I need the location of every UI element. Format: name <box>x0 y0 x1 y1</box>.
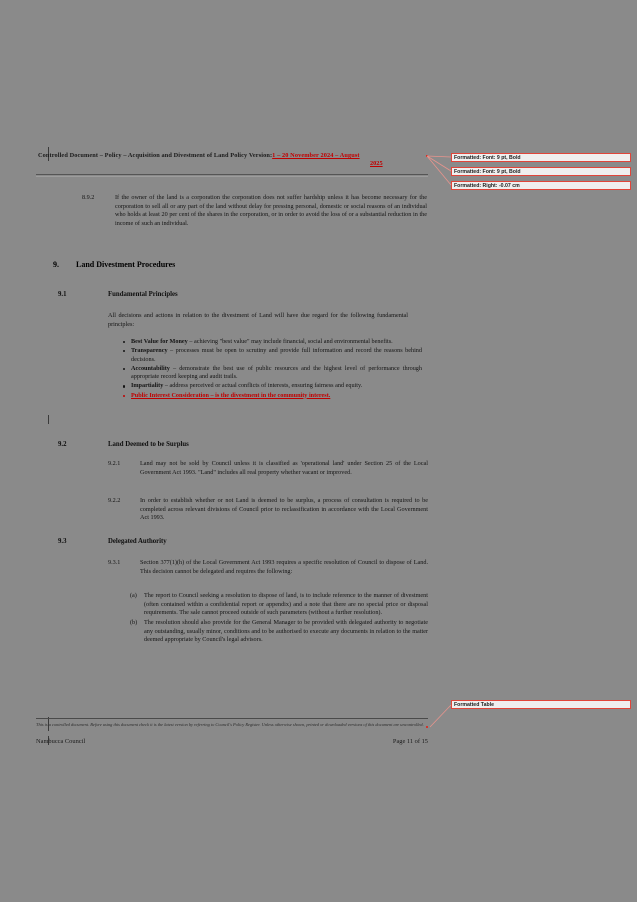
principle-term: Public Interest Consideration <box>131 391 209 399</box>
list-item <box>122 382 422 391</box>
principle-term: Accountability <box>131 364 170 372</box>
clause-921-text: Land may not be sold by Council unless it is classified as 'operational land' under Section 25 of the Local Government Act 1993. "Land" includes all real property whether vacant or improved. <box>140 460 428 476</box>
list-item <box>130 619 428 645</box>
sub-item-label: (a) <box>130 592 137 599</box>
principle-term: Transparency <box>131 347 168 355</box>
footer-rule <box>36 718 428 719</box>
document-header <box>38 152 438 159</box>
clause-931-sub-list <box>130 592 428 647</box>
formatted-balloon-3[interactable]: Formatted: Right: -0.07 cm <box>451 181 631 190</box>
list-item <box>122 338 422 347</box>
clause-922-text: In order to establish whether or not Land is deemed to be surplus, a process of consultation is required to be completed across relevant divisions of Council prior to reclassification in accordance with the Local Government Act 1993. <box>140 497 428 522</box>
clause-92-number: 9.2 <box>58 441 67 448</box>
header-rule-secondary <box>36 176 428 177</box>
principle-text: – achieving "best value" may include financial, social and environmental benefits. <box>187 338 393 345</box>
principle-text: – is the divestment in the community interest. <box>208 391 331 399</box>
section-9-title: Land Divestment Procedures <box>76 260 176 269</box>
clause-921-number: 9.2.1 <box>108 460 121 467</box>
sub-item-text: The report to Council seeking a resolution to dispose of land, is to include reference to the manner of divestment (often contained within a confidential report or appendix) and a note that there are no special price or disposal requirements. The sale cannot proceed outside of such parameters (without a further resolution). <box>144 592 428 617</box>
list-item <box>122 347 422 364</box>
principle-text: – processes must be open to scrutiny and provide full information and record the reasons behind decisions. <box>131 347 422 363</box>
clause-93-title: Delegated Authority <box>108 538 167 545</box>
clause-93-number: 9.3 <box>58 538 67 545</box>
footer-disclaimer: This is a controlled document. Before using this document check it is the latest version by referring to Council's Policy Register. Unless otherwise shown, printed or downloaded versions of this document are uncontrolled. <box>36 722 424 727</box>
header-inserted-version-line2: 2025 <box>370 160 383 167</box>
formatted-balloon-1[interactable]: Formatted: Font: 9 pt, Bold <box>451 153 631 162</box>
clause-91-number: 9.1 <box>58 291 67 298</box>
fundamental-principles-list <box>122 338 422 401</box>
principle-term: Best Value for Money <box>131 338 188 345</box>
header-inserted-version: 1 – 20 November 2024 – August <box>272 152 360 159</box>
clause-91-title: Fundamental Principles <box>108 291 178 298</box>
footer-page-number: Page 11 of 15 <box>392 738 428 745</box>
principle-term: Impartiality <box>131 382 164 390</box>
formatted-balloon-2[interactable]: Formatted: Font: 9 pt, Bold <box>451 167 631 176</box>
sub-item-text: The resolution should also provide for the General Manager to be provided with delegated authority to negotiate any outstanding, usually minor, conditions and to be authorised to execute any documents in relation to the matter deemed appropriate by Council's legal advisors. <box>144 619 428 644</box>
markup-pane-edge <box>607 122 637 790</box>
header-rule <box>36 174 428 175</box>
document-page <box>30 122 607 790</box>
principle-text: – address perceived or actual conflicts of interests, ensuring fairness and equity. <box>163 382 363 390</box>
footer-council-name: Nambucca Council <box>36 738 86 745</box>
list-item <box>122 365 422 382</box>
list-item-inserted <box>122 392 422 401</box>
formatted-table-balloon[interactable]: Formatted Table <box>451 700 631 709</box>
sub-item-label: (b) <box>130 619 138 627</box>
clause-91-intro: All decisions and actions in relation to the divestment of Land will have due regard for the following fundamental principles: <box>108 312 408 328</box>
clause-931-text: Section 377(1)(h) of the Local Government Act 1993 requires a specific resolution of Council to dispose of Land. This decision cannot be delegated and requires the following: <box>140 559 428 575</box>
principle-text: – demonstrate the best use of public resources and the highest level of performance through appropriate record keeping and audit trails. <box>131 364 422 381</box>
section-9-number: 9. <box>53 260 59 269</box>
clause-922-number: 9.2.2 <box>108 497 121 504</box>
list-item <box>130 592 428 618</box>
clause-931-number: 9.3.1 <box>108 559 121 566</box>
clause-892-number: 8.9.2 <box>82 194 95 201</box>
header-static-text: Controlled Document – Policy – Acquisition and Divestment of Land Policy Version: <box>38 152 273 159</box>
revision-anchor <box>426 155 428 157</box>
revision-anchor <box>426 726 428 728</box>
clause-892-text: If the owner of the land is a corporation the corporation does not suffer hardship unless it has become necessary for the corporation to sell all or any part of the land without delay for pressing personal, domestic or social reasons of an individual who holds at least 20 per cent of the shares in the corporation, or in order to avoid the loss of or a substantial reduction in the income of such an individual. <box>115 194 427 227</box>
change-bar <box>48 415 49 424</box>
clause-92-title: Land Deemed to be Surplus <box>108 441 189 448</box>
